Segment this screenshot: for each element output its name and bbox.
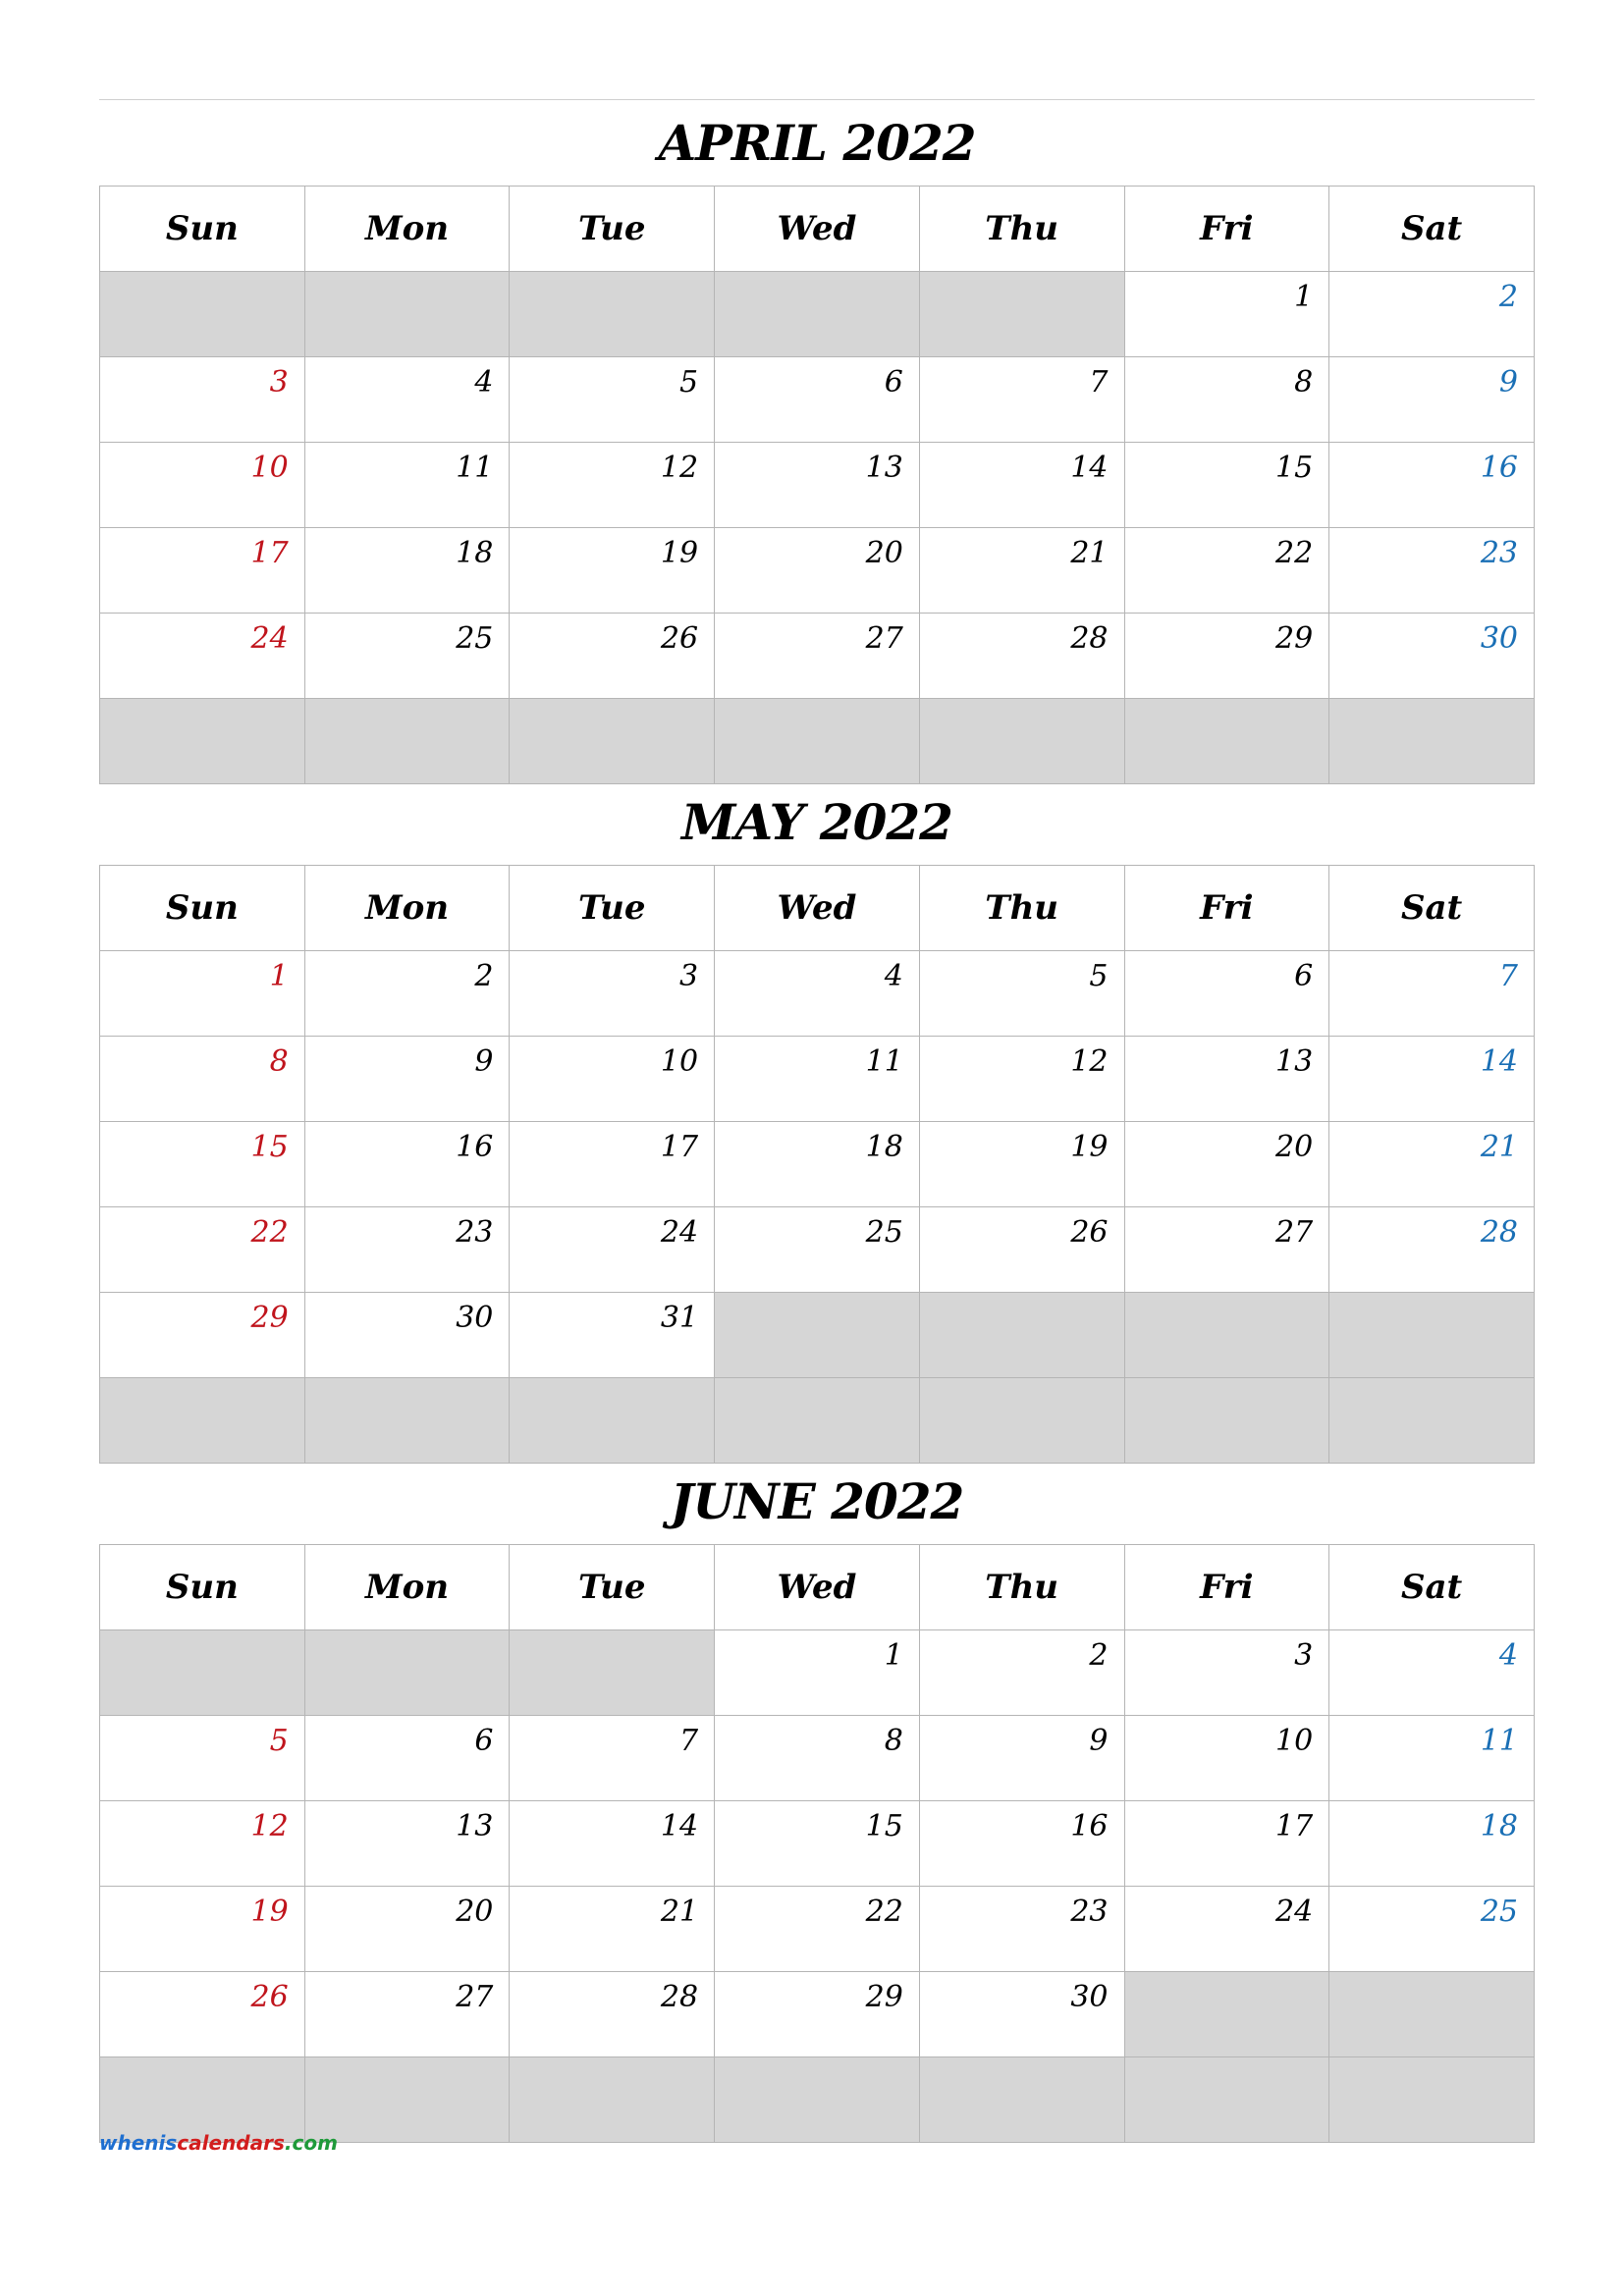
day-cell <box>510 357 715 443</box>
day-number: 11 <box>456 451 494 485</box>
day-number: 21 <box>1480 1130 1518 1164</box>
day-cell <box>304 1122 510 1207</box>
day-cell <box>1124 1122 1329 1207</box>
week-row <box>100 1378 1535 1464</box>
day-number: 17 <box>660 1130 699 1164</box>
day-number: 18 <box>456 536 494 570</box>
empty-day-cell <box>1329 1972 1535 2057</box>
day-number: 14 <box>1070 451 1109 485</box>
empty-day-cell <box>1124 1972 1329 2057</box>
day-number: 14 <box>1480 1044 1518 1079</box>
month-april <box>99 99 1535 784</box>
day-number: 30 <box>456 1301 494 1335</box>
empty-day-cell <box>1329 2057 1535 2143</box>
day-number: 24 <box>660 1215 699 1250</box>
week-row <box>100 1207 1535 1293</box>
day-number: 19 <box>660 536 699 570</box>
empty-day-cell <box>1329 1378 1535 1464</box>
empty-day-cell <box>919 272 1124 357</box>
empty-day-cell <box>100 1630 305 1716</box>
week-row <box>100 1293 1535 1378</box>
day-cell <box>100 1207 305 1293</box>
day-cell <box>1124 1037 1329 1122</box>
week-row <box>100 1037 1535 1122</box>
day-number: 18 <box>865 1130 903 1164</box>
day-cell <box>1329 1716 1535 1801</box>
week-row <box>100 1972 1535 2057</box>
day-cell <box>100 1887 305 1972</box>
day-cell <box>1124 443 1329 528</box>
day-number: 9 <box>1498 365 1518 400</box>
day-cell <box>919 1801 1124 1887</box>
week-row <box>100 443 1535 528</box>
month-title: APRIL 2022 <box>658 113 976 172</box>
weekday-header: Sun <box>100 866 305 951</box>
day-number: 29 <box>250 1301 289 1335</box>
empty-day-cell <box>304 1378 510 1464</box>
day-cell <box>715 357 920 443</box>
empty-day-cell <box>510 1378 715 1464</box>
day-number: 13 <box>1275 1044 1314 1079</box>
day-cell <box>715 951 920 1037</box>
day-cell <box>715 614 920 699</box>
day-cell <box>304 1207 510 1293</box>
day-number: 2 <box>1089 1638 1109 1673</box>
day-cell <box>510 443 715 528</box>
day-number: 26 <box>660 621 699 656</box>
day-number: 28 <box>1070 621 1109 656</box>
day-number: 2 <box>1498 280 1518 314</box>
day-cell <box>304 1801 510 1887</box>
day-cell <box>919 951 1124 1037</box>
day-cell <box>304 614 510 699</box>
day-number: 16 <box>456 1130 494 1164</box>
day-number: 13 <box>456 1809 494 1843</box>
day-number: 16 <box>1480 451 1518 485</box>
day-number: 10 <box>250 451 289 485</box>
weekday-header: Wed <box>715 866 920 951</box>
day-number: 22 <box>865 1895 903 1929</box>
day-number: 10 <box>1275 1724 1314 1758</box>
day-cell <box>715 1037 920 1122</box>
day-cell <box>510 1037 715 1122</box>
week-row <box>100 951 1535 1037</box>
day-number: 23 <box>1480 536 1518 570</box>
day-number: 6 <box>884 365 903 400</box>
empty-day-cell <box>510 699 715 784</box>
week-row <box>100 272 1535 357</box>
day-number: 22 <box>1275 536 1314 570</box>
empty-day-cell <box>1124 1293 1329 1378</box>
day-number: 12 <box>660 451 699 485</box>
day-cell <box>100 1972 305 2057</box>
weekday-header: Wed <box>715 187 920 272</box>
day-number: 27 <box>1275 1215 1314 1250</box>
weekday-header: Fri <box>1124 866 1329 951</box>
week-row <box>100 1887 1535 1972</box>
day-number: 11 <box>1480 1724 1518 1758</box>
day-cell <box>510 1122 715 1207</box>
empty-day-cell <box>304 1630 510 1716</box>
day-cell <box>304 1887 510 1972</box>
day-number: 3 <box>1294 1638 1314 1673</box>
day-cell <box>1329 1122 1535 1207</box>
day-cell <box>715 443 920 528</box>
day-cell <box>304 951 510 1037</box>
day-cell <box>510 1972 715 2057</box>
day-number: 17 <box>1275 1809 1314 1843</box>
day-number: 30 <box>1070 1980 1109 2014</box>
day-cell <box>715 1801 920 1887</box>
day-number: 5 <box>1089 959 1109 993</box>
day-cell <box>1329 1630 1535 1716</box>
day-number: 9 <box>474 1044 494 1079</box>
empty-day-cell <box>510 1630 715 1716</box>
day-number: 14 <box>660 1809 699 1843</box>
day-cell <box>1329 357 1535 443</box>
empty-day-cell <box>1329 1293 1535 1378</box>
day-cell <box>100 1801 305 1887</box>
day-number: 25 <box>1480 1895 1518 1929</box>
day-cell <box>100 443 305 528</box>
day-cell <box>510 614 715 699</box>
calendar-grid <box>99 186 1535 784</box>
day-cell <box>919 1716 1124 1801</box>
day-cell <box>919 1207 1124 1293</box>
day-cell <box>715 1207 920 1293</box>
empty-day-cell <box>1124 699 1329 784</box>
weekday-header: Wed <box>715 1545 920 1630</box>
month-june <box>99 1458 1535 2143</box>
day-number: 3 <box>269 365 289 400</box>
day-number: 18 <box>1480 1809 1518 1843</box>
day-cell <box>715 1630 920 1716</box>
day-cell <box>100 528 305 614</box>
empty-day-cell <box>919 699 1124 784</box>
day-number: 31 <box>660 1301 699 1335</box>
day-number: 19 <box>250 1895 289 1929</box>
day-cell <box>1124 272 1329 357</box>
day-cell <box>304 1037 510 1122</box>
day-cell <box>100 1122 305 1207</box>
day-cell <box>304 1293 510 1378</box>
day-number: 7 <box>679 1724 699 1758</box>
day-cell <box>715 1122 920 1207</box>
day-number: 24 <box>250 621 289 656</box>
day-cell <box>1124 357 1329 443</box>
day-number: 15 <box>1275 451 1314 485</box>
day-number: 1 <box>884 1638 903 1673</box>
day-cell <box>1329 951 1535 1037</box>
empty-day-cell <box>715 272 920 357</box>
day-number: 27 <box>865 621 903 656</box>
week-row <box>100 357 1535 443</box>
weekday-header: Fri <box>1124 1545 1329 1630</box>
week-row <box>100 2057 1535 2143</box>
day-cell <box>100 1293 305 1378</box>
empty-day-cell <box>1124 2057 1329 2143</box>
day-cell <box>1124 1207 1329 1293</box>
day-number: 8 <box>884 1724 903 1758</box>
footer-brand[interactable] <box>99 2131 338 2155</box>
day-number: 12 <box>1070 1044 1109 1079</box>
day-number: 12 <box>250 1809 289 1843</box>
weekday-header-row <box>100 866 1535 951</box>
day-cell <box>304 357 510 443</box>
weekday-header: Thu <box>919 1545 1124 1630</box>
day-cell <box>1329 272 1535 357</box>
day-cell <box>100 951 305 1037</box>
day-cell <box>1124 1630 1329 1716</box>
day-cell <box>1124 614 1329 699</box>
calendar-grid <box>99 1544 1535 2143</box>
day-cell <box>1124 528 1329 614</box>
week-row <box>100 614 1535 699</box>
day-number: 19 <box>1070 1130 1109 1164</box>
day-number: 21 <box>1070 536 1109 570</box>
day-number: 25 <box>865 1215 903 1250</box>
day-cell <box>510 1801 715 1887</box>
day-number: 20 <box>456 1895 494 1929</box>
empty-day-cell <box>100 272 305 357</box>
day-number: 10 <box>660 1044 699 1079</box>
day-cell <box>1329 1887 1535 1972</box>
empty-day-cell <box>715 1378 920 1464</box>
day-number: 27 <box>456 1980 494 2014</box>
day-number: 24 <box>1275 1895 1314 1929</box>
day-cell <box>304 1716 510 1801</box>
empty-day-cell <box>1329 699 1535 784</box>
footer-brand-part3: .com <box>284 2131 338 2155</box>
empty-day-cell <box>100 1378 305 1464</box>
weekday-header: Sat <box>1329 187 1535 272</box>
weekday-header: Sat <box>1329 1545 1535 1630</box>
day-cell <box>100 357 305 443</box>
day-number: 28 <box>1480 1215 1518 1250</box>
day-cell <box>510 951 715 1037</box>
weekday-header: Tue <box>510 866 715 951</box>
day-cell <box>510 528 715 614</box>
day-cell <box>1329 1801 1535 1887</box>
day-number: 8 <box>269 1044 289 1079</box>
day-number: 15 <box>250 1130 289 1164</box>
day-number: 20 <box>865 536 903 570</box>
empty-day-cell <box>304 699 510 784</box>
day-number: 4 <box>1498 1638 1518 1673</box>
day-cell <box>919 528 1124 614</box>
weekday-header: Thu <box>919 866 1124 951</box>
week-row <box>100 1801 1535 1887</box>
day-number: 4 <box>884 959 903 993</box>
empty-day-cell <box>510 272 715 357</box>
empty-day-cell <box>1124 1378 1329 1464</box>
day-cell <box>510 1207 715 1293</box>
day-cell <box>1124 1801 1329 1887</box>
empty-day-cell <box>304 2057 510 2143</box>
day-cell <box>919 1630 1124 1716</box>
day-number: 7 <box>1498 959 1518 993</box>
day-cell <box>919 357 1124 443</box>
month-may <box>99 778 1535 1464</box>
day-cell <box>304 528 510 614</box>
weekday-header-row <box>100 187 1535 272</box>
day-cell <box>1124 951 1329 1037</box>
day-number: 2 <box>474 959 494 993</box>
day-number: 6 <box>1294 959 1314 993</box>
empty-day-cell <box>919 2057 1124 2143</box>
day-number: 4 <box>474 365 494 400</box>
footer-brand-part2: calendars <box>177 2131 285 2155</box>
day-cell <box>1124 1887 1329 1972</box>
day-number: 6 <box>474 1724 494 1758</box>
day-number: 20 <box>1275 1130 1314 1164</box>
weekday-header: Tue <box>510 1545 715 1630</box>
day-cell <box>919 1887 1124 1972</box>
day-number: 11 <box>865 1044 903 1079</box>
weekday-header: Tue <box>510 187 715 272</box>
day-number: 9 <box>1089 1724 1109 1758</box>
weekday-header: Mon <box>304 187 510 272</box>
empty-day-cell <box>510 2057 715 2143</box>
day-number: 5 <box>679 365 699 400</box>
week-row <box>100 528 1535 614</box>
day-cell <box>715 528 920 614</box>
weekday-header: Mon <box>304 1545 510 1630</box>
day-number: 26 <box>250 1980 289 2014</box>
day-number: 30 <box>1480 621 1518 656</box>
month-title: JUNE 2022 <box>670 1471 964 1530</box>
day-cell <box>100 1037 305 1122</box>
day-number: 16 <box>1070 1809 1109 1843</box>
week-row <box>100 1716 1535 1801</box>
day-number: 29 <box>865 1980 903 2014</box>
day-number: 7 <box>1089 365 1109 400</box>
day-cell <box>919 1122 1124 1207</box>
day-cell <box>715 1716 920 1801</box>
day-cell <box>715 1972 920 2057</box>
month-title: MAY 2022 <box>681 792 952 851</box>
day-number: 23 <box>1070 1895 1109 1929</box>
weekday-header: Thu <box>919 187 1124 272</box>
day-cell <box>1329 1207 1535 1293</box>
day-cell <box>1124 1716 1329 1801</box>
day-number: 1 <box>1294 280 1314 314</box>
footer-brand-part1: whenis <box>99 2131 178 2155</box>
empty-day-cell <box>100 699 305 784</box>
day-cell <box>1329 443 1535 528</box>
empty-day-cell <box>919 1378 1124 1464</box>
empty-day-cell <box>100 2057 305 2143</box>
day-cell <box>919 614 1124 699</box>
empty-day-cell <box>304 272 510 357</box>
calendar-grid <box>99 865 1535 1464</box>
day-cell <box>100 1716 305 1801</box>
weekday-header: Sun <box>100 187 305 272</box>
week-row <box>100 1630 1535 1716</box>
day-number: 21 <box>660 1895 699 1929</box>
week-row <box>100 1122 1535 1207</box>
day-cell <box>715 1887 920 1972</box>
day-cell <box>510 1887 715 1972</box>
empty-day-cell <box>715 699 920 784</box>
day-number: 3 <box>679 959 699 993</box>
day-number: 26 <box>1070 1215 1109 1250</box>
day-number: 8 <box>1294 365 1314 400</box>
day-cell <box>1329 1037 1535 1122</box>
day-cell <box>919 1972 1124 2057</box>
day-cell <box>919 1037 1124 1122</box>
day-number: 15 <box>865 1809 903 1843</box>
empty-day-cell <box>715 1293 920 1378</box>
day-cell <box>304 443 510 528</box>
empty-day-cell <box>715 2057 920 2143</box>
weekday-header: Fri <box>1124 187 1329 272</box>
day-cell <box>1329 528 1535 614</box>
empty-day-cell <box>919 1293 1124 1378</box>
day-number: 1 <box>269 959 289 993</box>
weekday-header: Sat <box>1329 866 1535 951</box>
day-cell <box>919 443 1124 528</box>
day-cell <box>1329 614 1535 699</box>
weekday-header-row <box>100 1545 1535 1630</box>
day-number: 17 <box>250 536 289 570</box>
day-cell <box>100 614 305 699</box>
day-number: 29 <box>1275 621 1314 656</box>
weekday-header: Mon <box>304 866 510 951</box>
day-cell <box>510 1293 715 1378</box>
weekday-header: Sun <box>100 1545 305 1630</box>
day-number: 5 <box>269 1724 289 1758</box>
day-number: 25 <box>456 621 494 656</box>
day-number: 23 <box>456 1215 494 1250</box>
day-number: 28 <box>660 1980 699 2014</box>
day-cell <box>304 1972 510 2057</box>
day-number: 13 <box>865 451 903 485</box>
day-cell <box>510 1716 715 1801</box>
day-number: 22 <box>250 1215 289 1250</box>
week-row <box>100 699 1535 784</box>
